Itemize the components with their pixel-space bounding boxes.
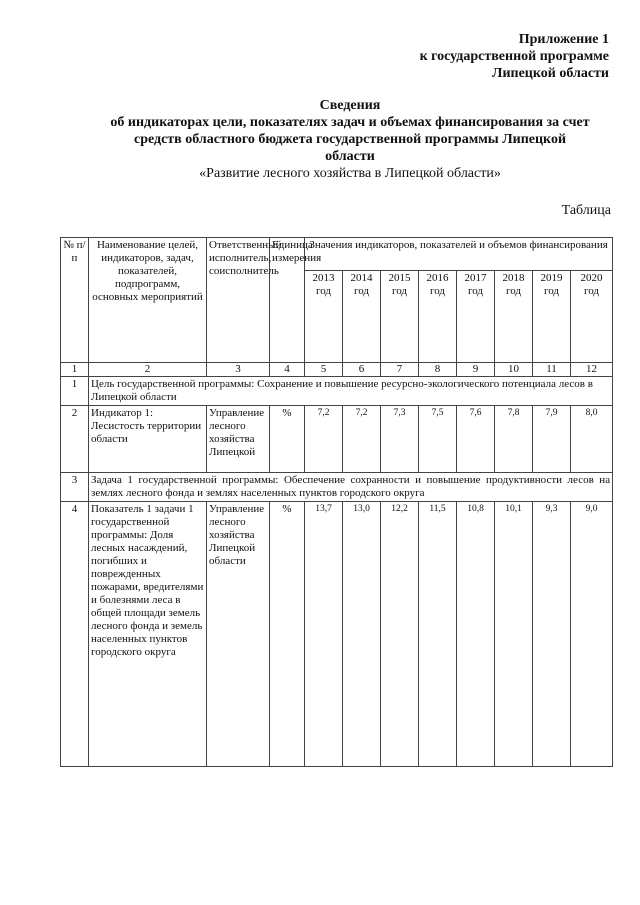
column-number: 1 bbox=[61, 363, 89, 377]
responsible-cell: Управление лесного хозяйства Липецкой bbox=[207, 406, 270, 473]
value-cell: 10,8 bbox=[457, 502, 495, 767]
header-year: 2017 год bbox=[457, 271, 495, 363]
header-responsible: Ответственный исполнитель, соисполнитель bbox=[207, 238, 270, 363]
column-number: 9 bbox=[457, 363, 495, 377]
header-year: 2015 год bbox=[381, 271, 419, 363]
appendix-block bbox=[420, 31, 609, 82]
value-cell: 7,5 bbox=[419, 406, 457, 473]
value-cell: 11,5 bbox=[419, 502, 457, 767]
column-number: 4 bbox=[270, 363, 305, 377]
appendix-line: к государственной программе bbox=[419, 49, 609, 64]
table-label: Таблица bbox=[561, 203, 611, 218]
header-num: № п/п bbox=[61, 238, 89, 363]
unit-cell: % bbox=[270, 406, 305, 473]
row-number: 2 bbox=[61, 406, 89, 473]
title-line: средств областного бюджета государственной программы Липецкой bbox=[133, 132, 567, 147]
header-year: 2014 год bbox=[343, 271, 381, 363]
header-year: 2016 год bbox=[419, 271, 457, 363]
table-row bbox=[61, 377, 613, 406]
value-cell: 9,3 bbox=[533, 502, 571, 767]
table-row bbox=[61, 406, 613, 473]
title-line: области bbox=[325, 149, 375, 164]
responsible-cell: Управление лесного хозяйства Липецкой области bbox=[207, 502, 270, 767]
value-cell: 7,8 bbox=[495, 406, 533, 473]
indicator-name: Показатель 1 задачи 1 государственной программы: Доля лесных насаждений, погибших и поврежденных пожарами, вредителями и болезнями леса в общей площади земель лесного фонда и земель населенных пунктов городского округа bbox=[89, 502, 207, 767]
column-number: 8 bbox=[419, 363, 457, 377]
table-row bbox=[61, 473, 613, 502]
value-cell: 7,6 bbox=[457, 406, 495, 473]
value-cell: 10,1 bbox=[495, 502, 533, 767]
value-cell: 12,2 bbox=[381, 502, 419, 767]
indicator-name: Индикатор 1: Лесистость территории области bbox=[89, 406, 207, 473]
appendix-line: Приложение 1 bbox=[518, 32, 609, 47]
row-number: 3 bbox=[61, 473, 89, 502]
column-number: 2 bbox=[89, 363, 207, 377]
document-title bbox=[60, 97, 640, 182]
appendix-line: Липецкой области bbox=[492, 66, 609, 81]
goal-text: Цель государственной программы: Сохранение и повышение ресурсно-экологического потенциала лесов в Липецкой области bbox=[89, 377, 613, 406]
row-number: 4 bbox=[61, 502, 89, 767]
value-cell: 7,2 bbox=[305, 406, 343, 473]
task-text: Задача 1 государственной программы: Обеспечение сохранности и повышение продуктивности лесов на землях лесного фонда и землях населенных пунктов городского округа bbox=[89, 473, 613, 502]
header-unit: Единица измерения bbox=[270, 238, 305, 363]
column-number: 12 bbox=[571, 363, 613, 377]
title-heading: Сведения bbox=[319, 98, 381, 113]
column-number: 6 bbox=[343, 363, 381, 377]
value-cell: 13,0 bbox=[343, 502, 381, 767]
header-year: 2020 год bbox=[571, 271, 613, 363]
value-cell: 13,7 bbox=[305, 502, 343, 767]
value-cell: 8,0 bbox=[571, 406, 613, 473]
value-cell: 7,9 bbox=[533, 406, 571, 473]
program-name: «Развитие лесного хозяйства в Липецкой области» bbox=[199, 166, 501, 181]
column-number: 3 bbox=[207, 363, 270, 377]
header-values-group: Значения индикаторов, показателей и объемов финансирования bbox=[305, 238, 613, 271]
table-row bbox=[61, 502, 613, 767]
column-number-row bbox=[61, 363, 613, 377]
header-year: 2013 год bbox=[305, 271, 343, 363]
value-cell: 7,3 bbox=[381, 406, 419, 473]
column-number: 5 bbox=[305, 363, 343, 377]
value-cell: 9,0 bbox=[571, 502, 613, 767]
header-name: Наименование целей, индикаторов, задач, показателей, подпрограмм, основных мероприятий bbox=[89, 238, 207, 363]
unit-cell: % bbox=[270, 502, 305, 767]
column-number: 7 bbox=[381, 363, 419, 377]
header-year: 2019 год bbox=[533, 271, 571, 363]
indicators-table bbox=[60, 237, 613, 767]
header-year: 2018 год bbox=[495, 271, 533, 363]
column-number: 10 bbox=[495, 363, 533, 377]
header-row bbox=[61, 238, 613, 271]
column-number: 11 bbox=[533, 363, 571, 377]
title-line: об индикаторах цели, показателях задач и объемах финансирования за счет bbox=[110, 115, 590, 130]
row-number: 1 bbox=[61, 377, 89, 406]
value-cell: 7,2 bbox=[343, 406, 381, 473]
